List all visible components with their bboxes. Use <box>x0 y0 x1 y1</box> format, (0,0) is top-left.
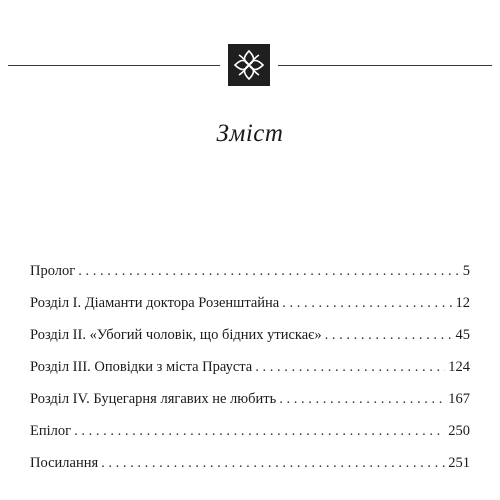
toc-entry-page: 250 <box>448 423 470 439</box>
page-title: Зміст <box>216 120 284 147</box>
toc-entry-label: Розділ IV. Буцегарня лягавих не любить <box>30 391 277 407</box>
toc-leader-dots <box>78 263 460 280</box>
toc-entry-chapter-1[interactable] <box>30 295 470 327</box>
toc-entry-epilogue[interactable] <box>30 423 470 455</box>
toc-leader-dots <box>74 423 445 440</box>
toc-leader-dots <box>282 295 452 312</box>
toc-entry-prologue[interactable] <box>30 263 470 295</box>
ornament-rule-right <box>278 65 492 66</box>
toc-leader-dots <box>255 359 445 376</box>
ornament-rule-left <box>8 65 220 66</box>
toc-entry-chapter-3[interactable] <box>30 359 470 391</box>
toc-leader-dots <box>325 327 453 344</box>
table-of-contents <box>30 263 470 487</box>
toc-entry-page: 124 <box>448 359 470 375</box>
four-petal-knot-icon <box>228 44 270 86</box>
toc-leader-dots <box>101 455 445 472</box>
toc-entry-chapter-2[interactable] <box>30 327 470 359</box>
toc-entry-label: Посилання <box>30 455 99 471</box>
toc-entry-page: 167 <box>448 391 470 407</box>
toc-entry-references[interactable] <box>30 455 470 487</box>
toc-entry-page: 12 <box>455 295 470 311</box>
toc-entry-page: 251 <box>448 455 470 471</box>
toc-entry-label: Розділ I. Діаманти доктора Розенштайна <box>30 295 280 311</box>
header-ornament <box>0 44 500 88</box>
toc-entry-label: Пролог <box>30 263 76 279</box>
toc-entry-label: Розділ II. «Убогий чоловік, що бідних утискає» <box>30 327 322 343</box>
toc-entry-page: 5 <box>462 263 470 279</box>
toc-entry-label: Розділ III. Оповідки з міста Прауста <box>30 359 253 375</box>
toc-entry-page: 45 <box>455 327 470 343</box>
toc-leader-dots <box>279 391 445 408</box>
toc-entry-label: Епілог <box>30 423 72 439</box>
toc-entry-chapter-4[interactable] <box>30 391 470 423</box>
